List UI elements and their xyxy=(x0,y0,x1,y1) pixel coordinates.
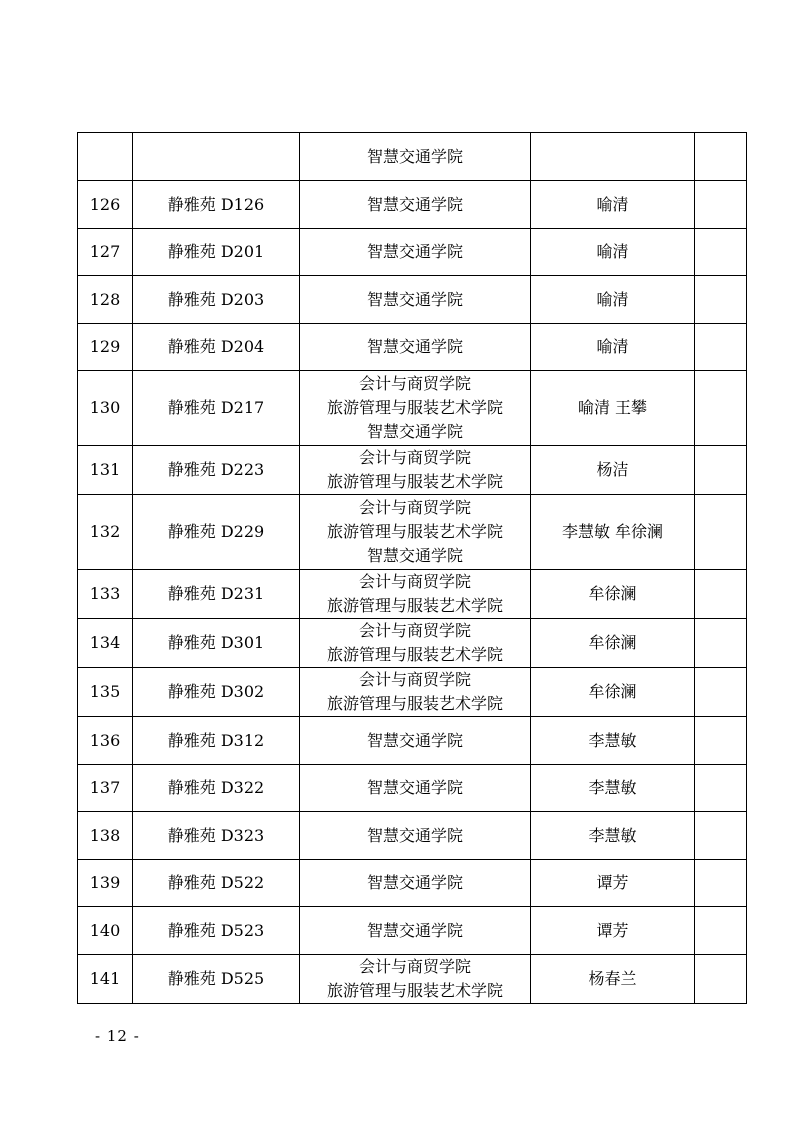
responsible-person-cell: 谭芳 xyxy=(531,860,695,907)
responsible-person-cell: 喻清 xyxy=(531,181,695,229)
room-cell: 静雅苑 D217 xyxy=(133,371,300,446)
college-name: 旅游管理与服装艺术学院 xyxy=(326,472,503,491)
row-number-cell: 134 xyxy=(78,619,133,668)
table-body xyxy=(78,133,747,1004)
responsible-person-cell: 李慧敏 xyxy=(531,765,695,812)
row-number-cell: 127 xyxy=(78,229,133,276)
responsible-person-cell xyxy=(531,133,695,181)
note-cell xyxy=(695,812,747,860)
table-row xyxy=(78,955,747,1004)
table-row xyxy=(78,717,747,765)
room-cell: 静雅苑 D323 xyxy=(133,812,300,860)
table-row xyxy=(78,181,747,229)
college-cell xyxy=(300,717,531,765)
table-row xyxy=(78,229,747,276)
college-cell xyxy=(300,765,531,812)
responsible-person-cell: 喻清 xyxy=(531,229,695,276)
college-name: 旅游管理与服装艺术学院 xyxy=(326,645,503,664)
college-name: 会计与商贸学院 xyxy=(358,957,471,976)
row-number-cell: 140 xyxy=(78,907,133,955)
college-name: 会计与商贸学院 xyxy=(358,621,471,640)
room-cell: 静雅苑 D312 xyxy=(133,717,300,765)
note-cell xyxy=(695,133,747,181)
college-name: 旅游管理与服装艺术学院 xyxy=(326,981,503,1000)
college-cell xyxy=(300,812,531,860)
note-cell xyxy=(695,619,747,668)
college-name: 智慧交通学院 xyxy=(366,422,463,441)
responsible-person-cell: 李慧敏 xyxy=(531,717,695,765)
college-name: 会计与商贸学院 xyxy=(358,498,471,517)
college-name: 智慧交通学院 xyxy=(366,873,463,892)
college-name: 旅游管理与服装艺术学院 xyxy=(326,596,503,615)
room-cell: 静雅苑 D522 xyxy=(133,860,300,907)
college-name: 智慧交通学院 xyxy=(366,337,463,356)
college-cell xyxy=(300,371,531,446)
college-name: 旅游管理与服装艺术学院 xyxy=(326,694,503,713)
row-number-cell: 130 xyxy=(78,371,133,446)
college-name: 旅游管理与服装艺术学院 xyxy=(326,398,503,417)
table-row xyxy=(78,619,747,668)
note-cell xyxy=(695,570,747,619)
college-name: 智慧交通学院 xyxy=(366,920,463,940)
responsible-person-cell: 李慧敏 牟徐澜 xyxy=(531,495,695,570)
college-cell xyxy=(300,446,531,495)
college-cell xyxy=(300,860,531,907)
row-number-cell: 136 xyxy=(78,717,133,765)
table-row xyxy=(78,570,747,619)
college-cell xyxy=(300,495,531,570)
note-cell xyxy=(695,276,747,324)
note-cell xyxy=(695,668,747,717)
note-cell xyxy=(695,907,747,955)
table-row xyxy=(78,668,747,717)
note-cell xyxy=(695,181,747,229)
college-cell xyxy=(300,229,531,276)
responsible-person-cell: 杨春兰 xyxy=(531,955,695,1004)
college-cell xyxy=(300,955,531,1004)
room-cell: 静雅苑 D223 xyxy=(133,446,300,495)
table-row xyxy=(78,324,747,371)
college-cell xyxy=(300,668,531,717)
responsible-person-cell: 李慧敏 xyxy=(531,812,695,860)
college-name: 智慧交通学院 xyxy=(366,289,463,309)
college-name: 会计与商贸学院 xyxy=(358,670,471,689)
table-row xyxy=(78,276,747,324)
page-number: - 12 - xyxy=(95,1027,140,1045)
row-number-cell: 128 xyxy=(78,276,133,324)
room-cell: 静雅苑 D201 xyxy=(133,229,300,276)
table-row xyxy=(78,860,747,907)
row-number-cell: 138 xyxy=(78,812,133,860)
row-number-cell: 133 xyxy=(78,570,133,619)
responsible-person-cell: 牟徐澜 xyxy=(531,619,695,668)
college-name: 智慧交通学院 xyxy=(366,825,463,845)
room-cell: 静雅苑 D204 xyxy=(133,324,300,371)
row-number-cell: 135 xyxy=(78,668,133,717)
room-cell: 静雅苑 D301 xyxy=(133,619,300,668)
college-name: 旅游管理与服装艺术学院 xyxy=(326,522,503,541)
college-name: 智慧交通学院 xyxy=(366,194,463,214)
room-cell: 静雅苑 D302 xyxy=(133,668,300,717)
responsible-person-cell: 杨洁 xyxy=(531,446,695,495)
college-name: 智慧交通学院 xyxy=(366,546,463,565)
note-cell xyxy=(695,860,747,907)
note-cell xyxy=(695,446,747,495)
college-cell xyxy=(300,276,531,324)
row-number-cell: 139 xyxy=(78,860,133,907)
college-name: 智慧交通学院 xyxy=(366,778,463,797)
row-number-cell: 132 xyxy=(78,495,133,570)
college-cell xyxy=(300,324,531,371)
college-cell xyxy=(300,570,531,619)
note-cell xyxy=(695,324,747,371)
room-cell: 静雅苑 D523 xyxy=(133,907,300,955)
college-name: 智慧交通学院 xyxy=(366,242,463,261)
room-cell xyxy=(133,133,300,181)
college-cell xyxy=(300,907,531,955)
table-row xyxy=(78,371,747,446)
row-number-cell: 131 xyxy=(78,446,133,495)
responsible-person-cell: 谭芳 xyxy=(531,907,695,955)
table-row xyxy=(78,133,747,181)
responsible-person-cell: 喻清 xyxy=(531,324,695,371)
row-number-cell: 126 xyxy=(78,181,133,229)
room-cell: 静雅苑 D229 xyxy=(133,495,300,570)
note-cell xyxy=(695,229,747,276)
note-cell xyxy=(695,717,747,765)
college-name: 会计与商贸学院 xyxy=(358,448,471,467)
responsible-person-cell: 牟徐澜 xyxy=(531,570,695,619)
college-name: 会计与商贸学院 xyxy=(358,572,471,591)
dormitory-assignment-table xyxy=(77,132,747,1004)
row-number-cell: 141 xyxy=(78,955,133,1004)
responsible-person-cell: 喻清 王攀 xyxy=(531,371,695,446)
responsible-person-cell: 喻清 xyxy=(531,276,695,324)
note-cell xyxy=(695,765,747,812)
room-cell: 静雅苑 D203 xyxy=(133,276,300,324)
college-name: 智慧交通学院 xyxy=(366,730,463,750)
row-number-cell xyxy=(78,133,133,181)
table-row xyxy=(78,446,747,495)
college-cell xyxy=(300,133,531,181)
row-number-cell: 137 xyxy=(78,765,133,812)
room-cell: 静雅苑 D525 xyxy=(133,955,300,1004)
room-cell: 静雅苑 D322 xyxy=(133,765,300,812)
table-row xyxy=(78,812,747,860)
responsible-person-cell: 牟徐澜 xyxy=(531,668,695,717)
room-cell: 静雅苑 D126 xyxy=(133,181,300,229)
table-row xyxy=(78,765,747,812)
table-row xyxy=(78,495,747,570)
college-name: 智慧交通学院 xyxy=(366,146,463,166)
row-number-cell: 129 xyxy=(78,324,133,371)
college-name: 会计与商贸学院 xyxy=(358,374,471,393)
note-cell xyxy=(695,955,747,1004)
note-cell xyxy=(695,371,747,446)
note-cell xyxy=(695,495,747,570)
college-cell xyxy=(300,619,531,668)
table-row xyxy=(78,907,747,955)
college-cell xyxy=(300,181,531,229)
room-cell: 静雅苑 D231 xyxy=(133,570,300,619)
